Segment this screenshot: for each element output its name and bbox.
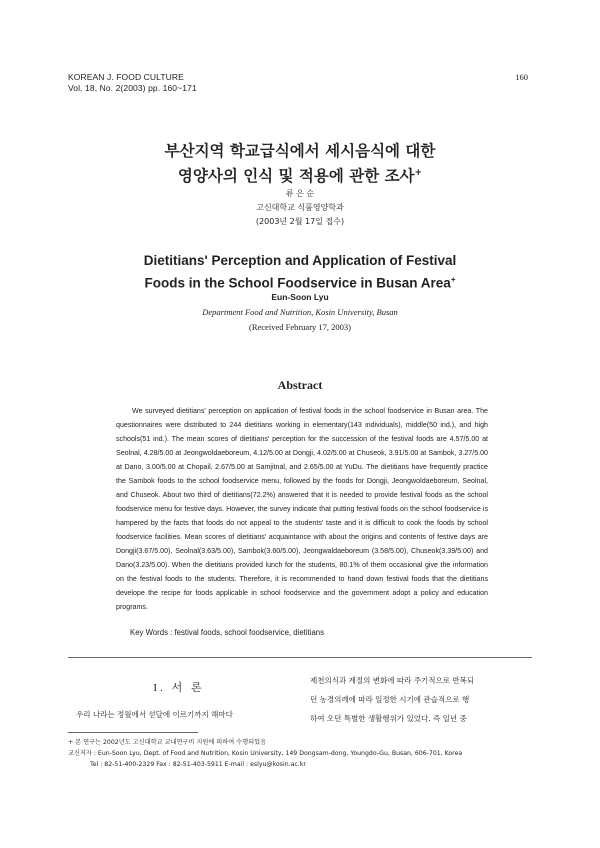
footnote-contact: Tel : 82-51-400-2329 Fax : 82-51-403-5911 E-mail : eslyu@kosin.ac.kr [90,761,306,768]
abstract-body [116,404,488,614]
intro-left-line1: 우리 나라는 정월에서 섣달에 이르기까지 해마다 [76,710,233,719]
page-number: 160 [515,72,528,82]
korean-received: (2003년 2월 17일 접수) [255,217,345,226]
intro-right-line2: 던 농경의례에 따라 일정한 시기에 관습적으로 행 [310,695,470,704]
volume-info: Vol. 18, No. 2(2003) pp. 160~171 [68,83,197,93]
abstract-heading: Abstract [277,378,323,392]
keywords-list: festival foods, school foodservice, dietitians [174,628,325,637]
english-affiliation: Department Food and Nutrition, Kosin University, Busan [202,307,398,317]
english-title [0,251,600,293]
english-author: Eun-Soon Lyu [271,292,329,302]
korean-title-line1: 부산지역 학교급식에서 세시음식에 대한 [164,142,436,160]
journal-name: KOREAN J. FOOD CULTURE [68,72,184,82]
intro-heading: I. 서 론 [153,682,205,694]
keywords-label: Key Words : [130,628,173,637]
english-title-line1: Dietitians' Perception and Application of Festival [143,253,457,268]
intro-right-column [310,671,532,728]
korean-title-line2: 영양사의 인식 및 적용에 관한 조사+ [177,167,423,186]
footnotes [68,737,462,770]
korean-title [0,140,600,187]
korean-title-mark: + [414,168,423,178]
intro-right-line3: 하여 오던 특별한 생활행위가 있었다. 즉 일년 중 [310,714,467,723]
korean-meta [0,187,600,229]
english-title-line2: Foods in the School Foodservice in Busan Area+ [144,275,456,291]
footnote-funding: + 본 연구는 2002년도 고신대학교 교내연구비 지원에 의하여 수행되었음 [68,739,267,746]
footnote-divider [68,732,198,733]
abstract-paragraph: We surveyed dietitians' perception on application of festival foods in the school foodservice in Busan area. The questionnaires were distributed to 244 dietitians working in elementary(143 individuals), middle(50 ind.), and high schools(51 ind.). The mean scores of dietitians' perception for the succession of the festival foods are 4.57/5.00 at Seolnal, 4.28/5.00 at Jeongwoldaeboreum, 4.12/5.00 at Dongji, 4.02/5.00 at Chuseok, 3.91/5.00 at Sambok, 3.27/5.00 at Dano, 3.00/5.00 at Chopail, 2.67/5.00 at Samjitnal, and 2.65/5.00 at YuDu. The dietitians have frequently practice the Sambok foods to the school foodservice menu, followed by the foods for Dongji, Jeongwoldaeboreum, Seolnal, and Chuseok. About two third of dietitians(72.2%) answered that it is needed to provide festival foods as the school foodservice menu for festive days. However, the survey indicate that putting festival foods on the school foodservice is hampered by the facts that foods do not appeal to the students' taste and it is difficult to cook the foods by school foodservice facilities. Mean scores of dietitians' acquaintance with about the origins and contents of festive days are Dongji(3.67/5.00), Seolnal(3.63/5.00), Sambok(3.60/5.00), Jeongwaldaeboreum (3.58/5.00), Chuseok(3.39/5.00) and Dano(3.23/5.00). When the dietitians provided lunch for the students, 80.1% of them occasional give the information on the festival foods to the students. Therefore, it is recommended to hand down festival foods that the dietitians develope the recipe for foods applicable in school foodservice and the government adopt a policy and education programs. [116,407,488,611]
intro-left-column [68,708,290,722]
intro-right-line1: 제천의식과 계절의 변화에 따라 주기적으로 반복되 [310,676,475,685]
journal-header [68,72,197,94]
footnote-corresponding: 교신저자 : Eun-Soon Lyu, Dept. of Food and Nutrition, Kosin University, 149 Dongsam-dong, Youngdo-Gu, Busan, 606-701, Korea [68,750,463,757]
section-divider [68,657,532,658]
english-title-mark: + [450,275,456,284]
korean-affiliation: 고신대학교 식품영양학과 [256,203,344,212]
english-received: (Received February 17, 2003) [249,322,351,332]
keywords [130,628,324,637]
korean-author: 류 은 순 [285,189,315,198]
